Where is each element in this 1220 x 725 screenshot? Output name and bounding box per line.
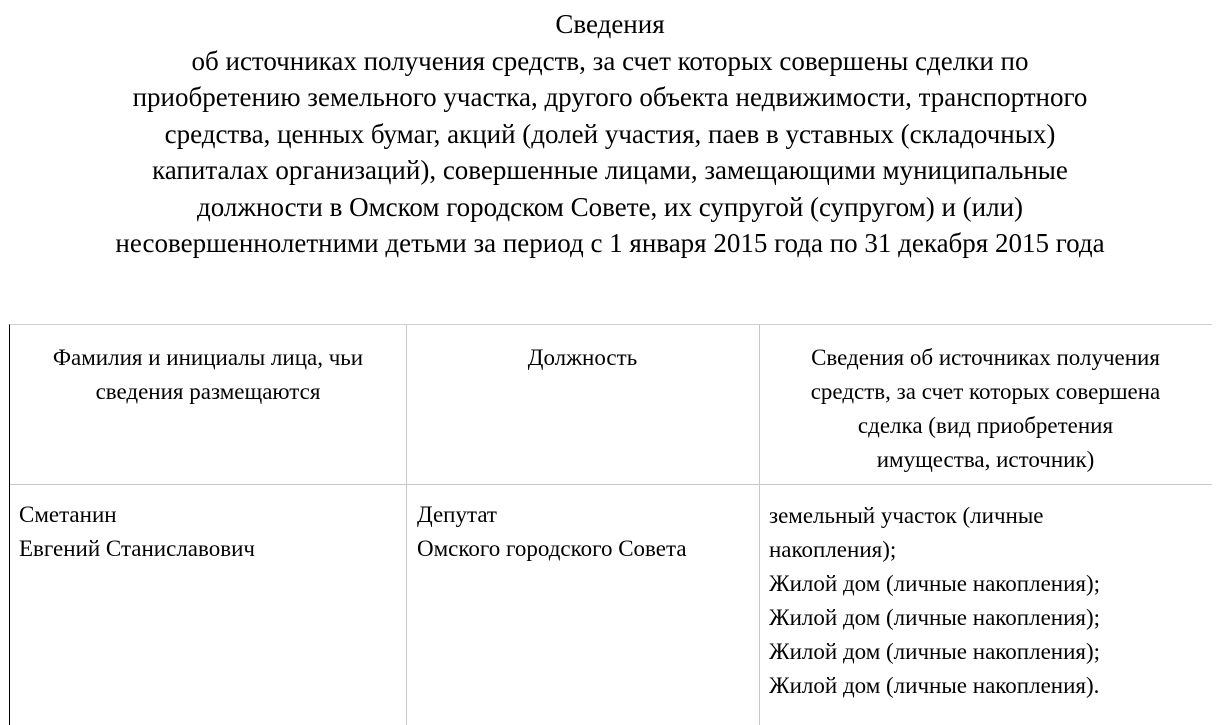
heading-line: средства, ценных бумаг, акций (долей участия, паев в уставных (складочных)	[164, 118, 1056, 149]
header-line: сделка (вид приобретения	[857, 413, 1114, 438]
header-line: Сведения об источниках получения	[811, 345, 1160, 370]
heading-line: капиталах организаций), совершенные лицами, замещающими муниципальные	[152, 155, 1068, 185]
heading-line: должности в Омском городском Совете, их супругой (супругом) и (или)	[196, 191, 1024, 222]
column-divider	[406, 325, 407, 725]
header-name	[10, 341, 406, 409]
heading-line: Сведения	[555, 9, 665, 39]
header-line: Должность	[527, 345, 638, 370]
position-line: Омского городского Совета	[417, 536, 687, 561]
source-line: Жилой дом (личные накопления).	[769, 673, 1100, 698]
table-row-name	[19, 498, 399, 566]
header-line: средств, за счет которых совершена	[810, 379, 1161, 404]
sources-table	[9, 324, 1212, 725]
table-row-position	[417, 498, 757, 566]
source-line: Жилой дом (личные накопления);	[769, 571, 1101, 596]
source-line: накопления);	[769, 537, 897, 562]
table-row-sources	[769, 499, 1209, 703]
person-given-names: Евгений Станиславович	[19, 536, 255, 561]
source-line: Жилой дом (личные накопления);	[769, 639, 1101, 664]
position-line: Депутат	[417, 502, 497, 527]
heading-line: несовершеннолетними детьми за период с 1 января 2015 года по 31 декабря 2015 года	[115, 228, 1105, 258]
person-surname: Сметанин	[19, 502, 117, 527]
document-heading	[0, 6, 1220, 262]
header-position	[406, 341, 759, 375]
header-line: имущества, источник)	[876, 447, 1095, 472]
row-divider	[10, 484, 1212, 485]
heading-line: об источниках получения средств, за счет которых совершены сделки по	[191, 45, 1029, 76]
header-line: сведения размещаются	[95, 379, 321, 404]
header-sources	[759, 341, 1212, 477]
source-line: Жилой дом (личные накопления);	[769, 605, 1101, 630]
source-line: земельный участок (личные	[769, 503, 1044, 528]
heading-line: приобретению земельного участка, другого объекта недвижимости, транспортного	[132, 82, 1088, 112]
header-line: Фамилия и инициалы лица, чьи	[52, 345, 364, 370]
